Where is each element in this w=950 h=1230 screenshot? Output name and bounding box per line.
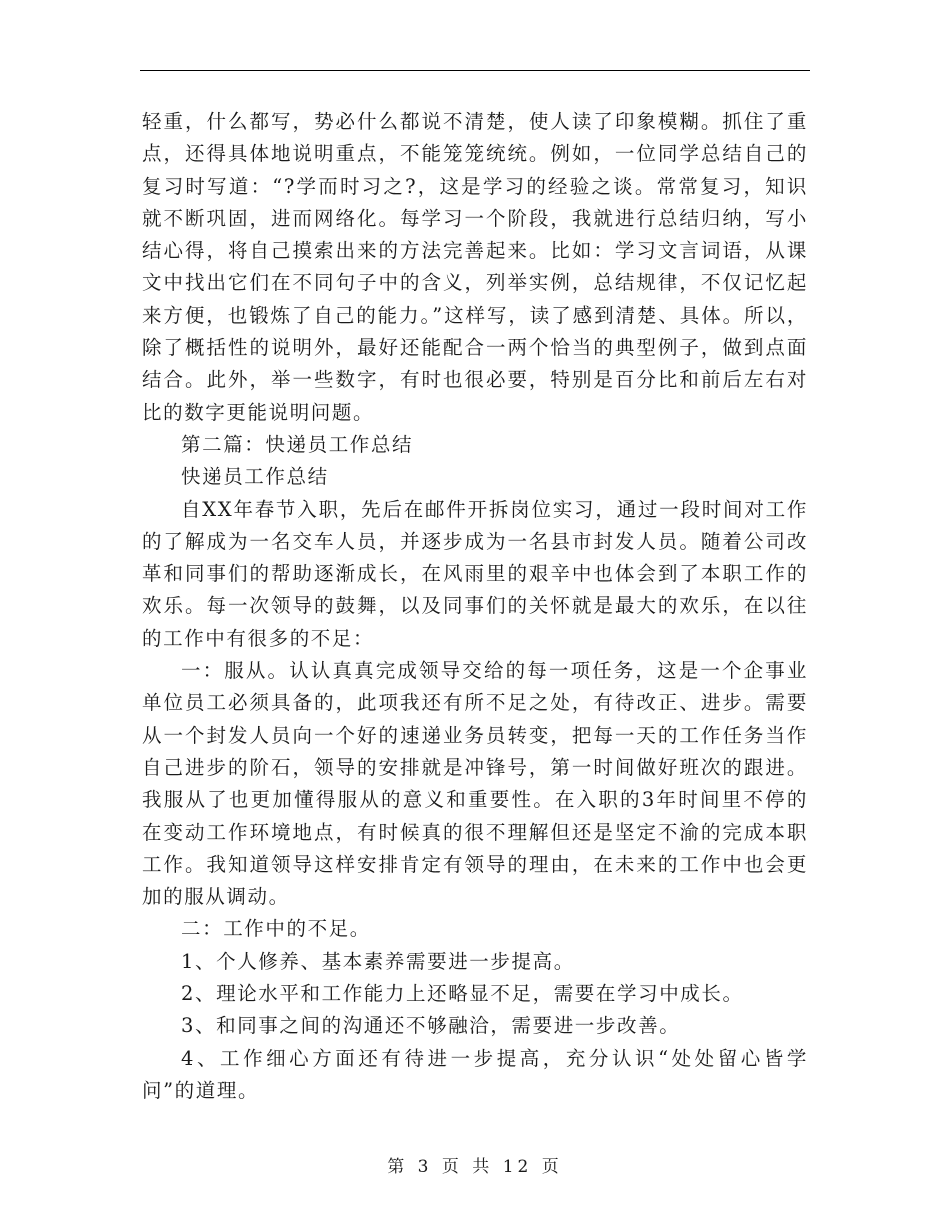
paragraph-intro: 自XX年春节入职，先后在邮件开拆岗位实习，通过一段时间对工作的了解成为一名交车人员，并逐步成为一名县市封发人员。随着公司改革和同事们的帮助逐渐成长，在风雨里的艰辛中也体会到了本职工作的欢乐。每一次领导的鼓舞，以及同事们的关怀就是最大的欢乐，在以往的工作中有很多的不足： (142, 497, 808, 650)
paragraph-obedience: 一：服从。认认真真完成领导交给的每一项任务，这是一个企事业单位员工必须具备的，此项我还有所不足之处，有待改正、进步。需要从一个封发人员向一个好的速递业务员转变，把每一天的工作任务当作自己进步的阶石，领导的安排就是冲锋号，第一时间做好班次的跟进。我服从了也更加懂得服从的意义和重要性。在入职的3年时间里不停的在变动工作环境地点，有时候真的很不理解但还是坚定不渝的完成本职工作。我知道领导这样安排肯定有领导的理由，在未来的工作中也会更加的服从调动。 (142, 659, 808, 909)
list-item: 4、工作细心方面还有待进一步提高，充分认识“处处留心皆学问”的道理。 (142, 1046, 808, 1102)
list-item: 1、个人修养、基本素养需要进一步提高。 (181, 949, 575, 973)
article-title: 快递员工作总结 (181, 465, 329, 489)
paragraph-continuation: 轻重，什么都写，势必什么都说不清楚，使人读了印象模糊。抓住了重点，还得具体地说明重点，不能笼笼统统。例如，一位同学总结自己的复习时写道：“?学而时习之?，这是学习的经验之谈。常常复习，知识就不断巩固，进而网络化。每学习一个阶段，我就进行总结归纳，写小结心得，将自己摸索出来的方法完善起来。比如：学习文言词语，从课文中找出它们在不同句子中的含义，列举实例，总结规律，不仅记忆起来方便，也锻炼了自己的能力。”这样写，读了感到清楚、具体。所以，除了概括性的说明外，最好还能配合一两个恰当的典型例子，做到点面结合。此外，举一些数字，有时也很必要，特别是百分比和前后左右对比的数字更能说明问题。 (142, 110, 808, 424)
page-number-footer: 第 3 页 共 12 页 (387, 1157, 563, 1177)
section-heading: 第二篇：快递员工作总结 (181, 432, 414, 456)
subheading-shortcomings: 二：工作中的不足。 (181, 917, 371, 941)
document-body (142, 106, 808, 1107)
header-rule (140, 70, 810, 71)
list-item: 2、理论水平和工作能力上还略显不足，需要在学习中成长。 (181, 982, 744, 1006)
list-item: 3、和同事之间的沟通还不够融洽，需要进一步改善。 (181, 1014, 681, 1038)
